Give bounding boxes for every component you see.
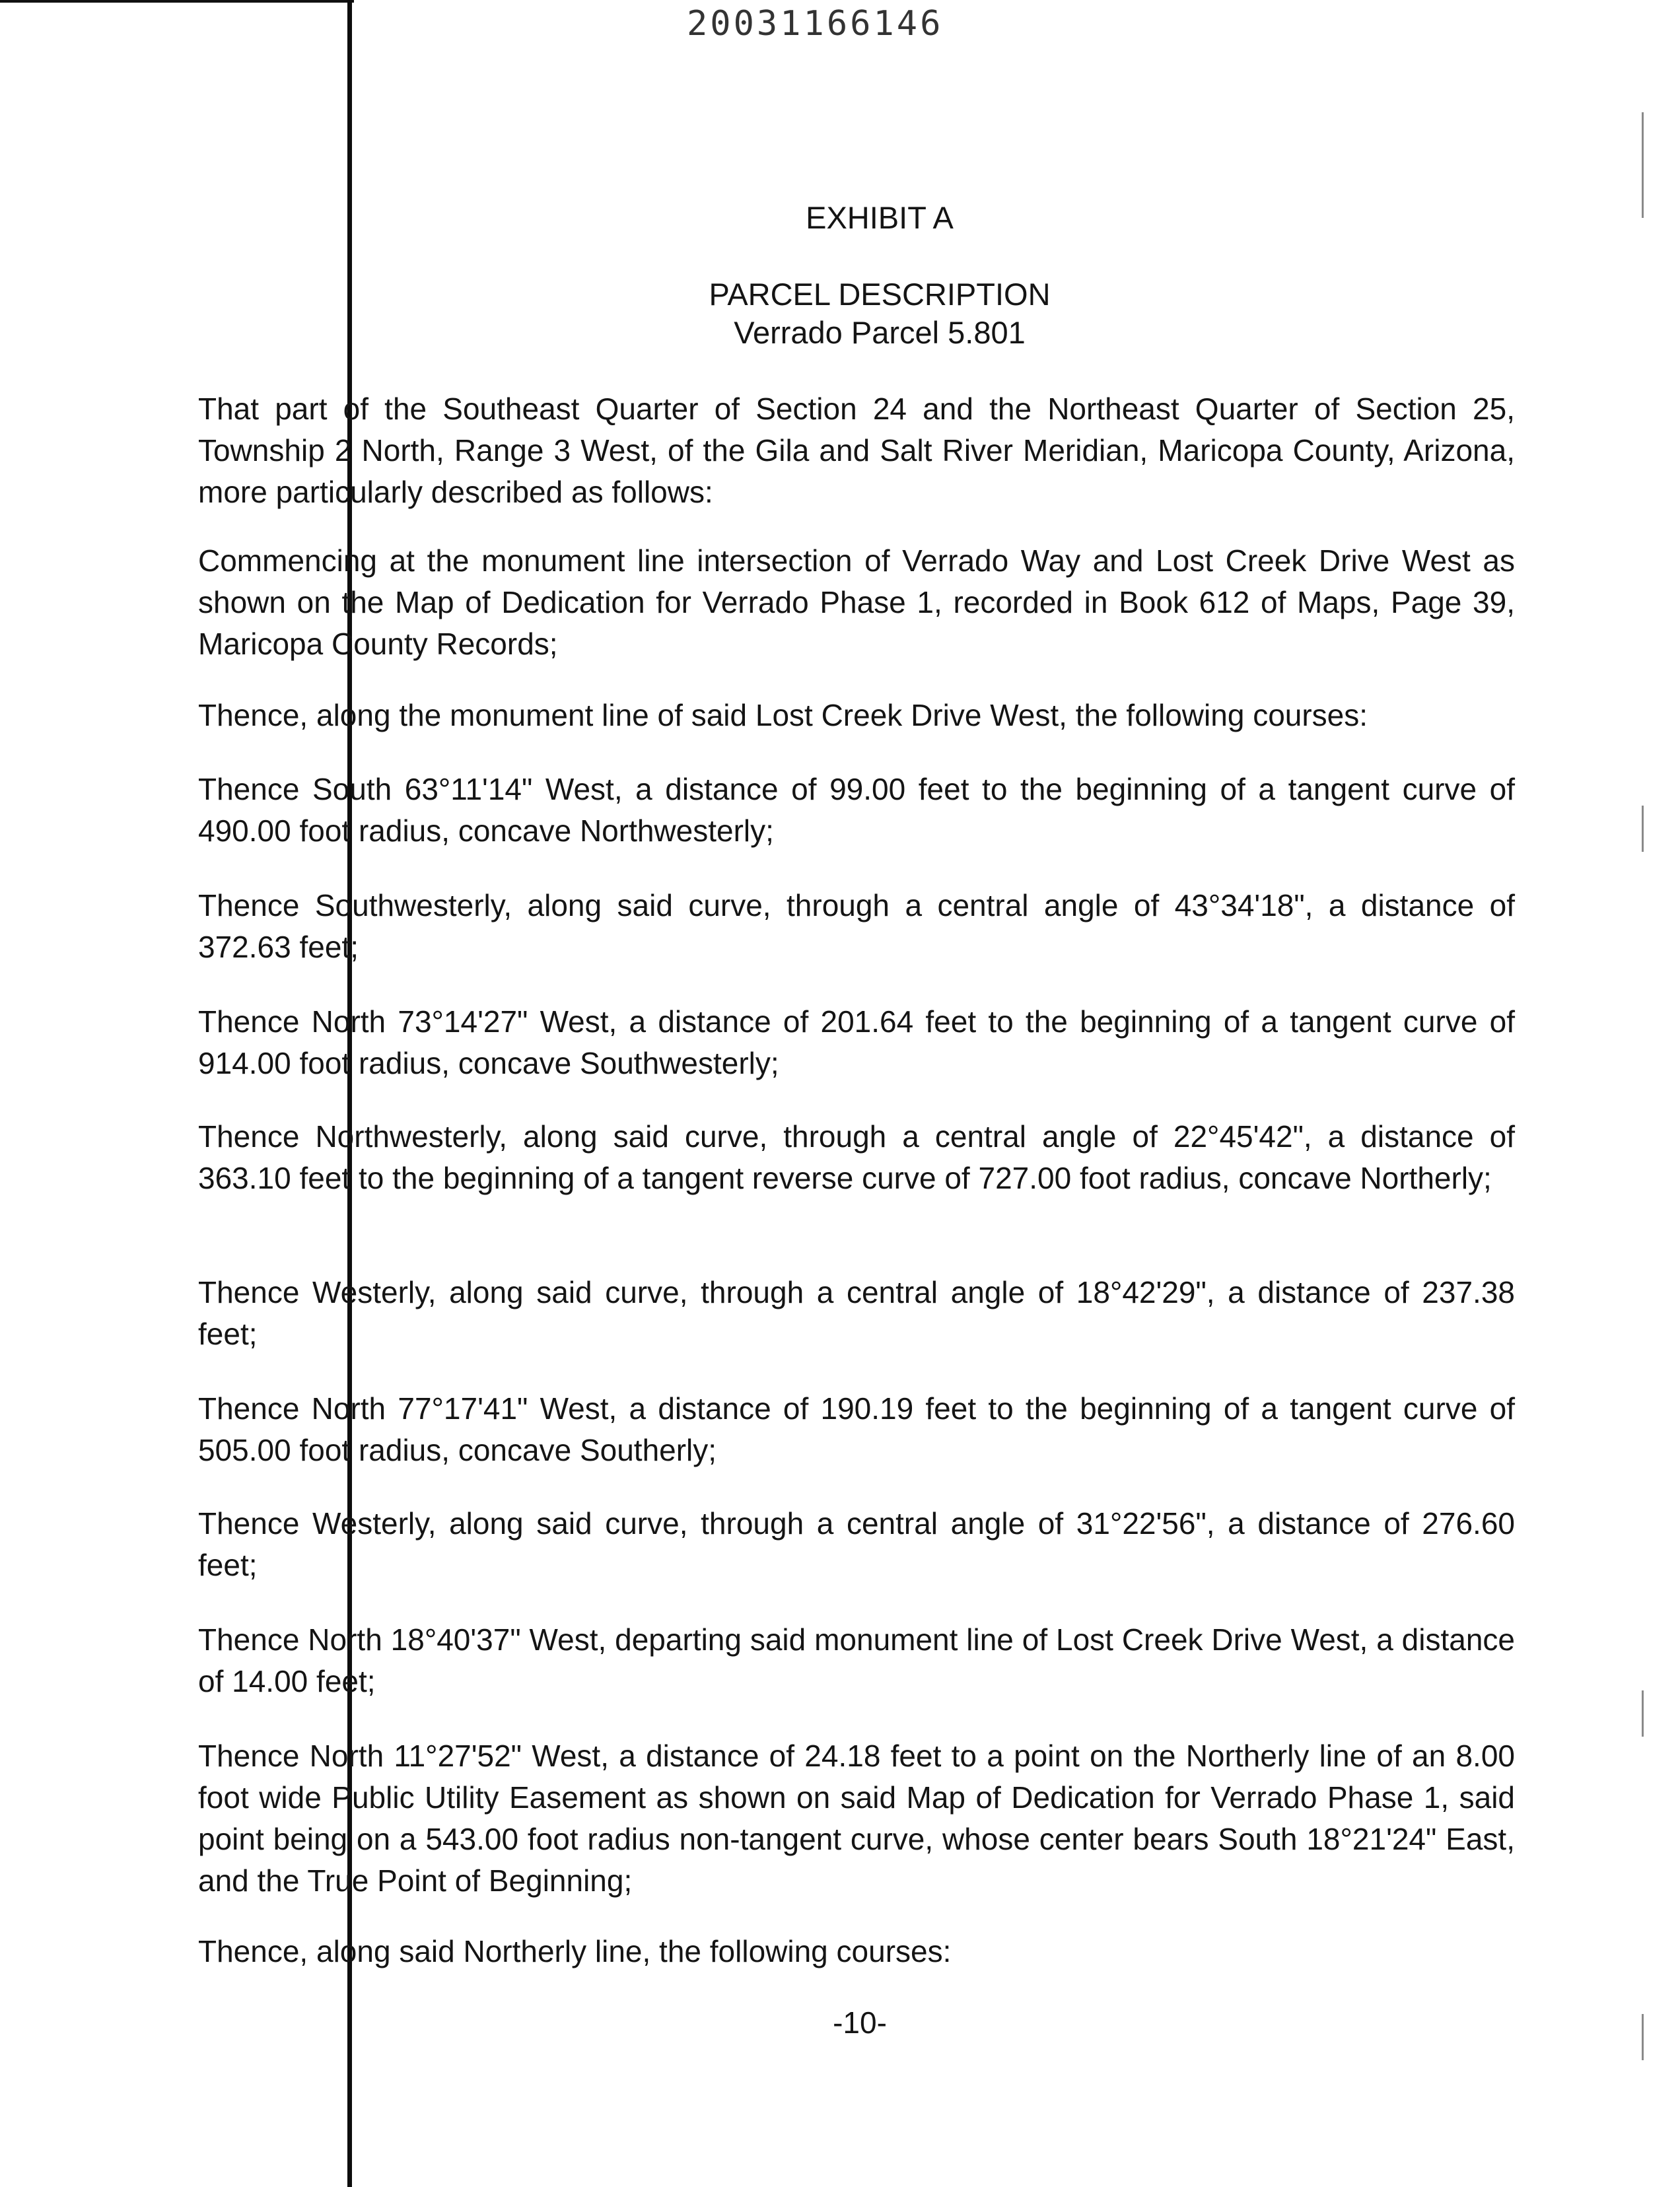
paragraph-course: Thence North 73°14'27" West, a distance of 201.64 feet to the beginning of a tangent curve of 914.00 foot radius, concave Southwesterly; (198, 1004, 1515, 1080)
scan-edge-mark (1642, 806, 1644, 852)
document-subtitle: Verrado Parcel 5.801 (734, 315, 1026, 350)
document-title: PARCEL DESCRIPTION (709, 277, 1051, 312)
paragraph-course: Thence Southwesterly, along said curve, through a central angle of 43°34'18", a distance of 372.63 feet; (198, 888, 1515, 964)
paragraph-course: Thence Westerly, along said curve, through a central angle of 31°22'56", a distance of 276.60 feet; (198, 1506, 1515, 1582)
scan-top-rule (0, 0, 354, 3)
recording-number: 20031166146 (687, 4, 944, 44)
exhibit-label: EXHIBIT A (806, 200, 954, 235)
paragraph-true-point-of-beginning: Thence North 11°27'52" West, a distance of 24.18 feet to a point on the Northerly line of an 8.00 foot wide Public Utility Easement as shown on said Map of Dedication for Verrado Phase 1, said point being on a 543.00 foot radius non-tangent curve, whose center bears South 18°21'24" East, and the True Point of Beginning; (198, 1739, 1515, 1898)
paragraph-course: Thence North 18°40'37" West, departing said monument line of Lost Creek Drive West, a distance of 14.00 feet; (198, 1622, 1515, 1698)
scan-edge-mark (1642, 1690, 1644, 1737)
paragraph-course: Thence North 77°17'41" West, a distance of 190.19 feet to the beginning of a tangent curve of 505.00 foot radius, concave Southerly; (198, 1391, 1515, 1467)
page-number: -10- (833, 2005, 887, 2040)
paragraph-course: Thence, along said Northerly line, the following courses: (198, 1934, 952, 1968)
paragraph-course: Thence Northwesterly, along said curve, through a central angle of 22°45'42", a distance of 363.10 feet to the beginning of a tangent reverse curve of 727.00 foot radius, concave Northerly; (198, 1119, 1515, 1195)
paragraph-course: Thence, along the monument line of said Lost Creek Drive West, the following courses: (198, 698, 1368, 732)
paragraph-course: Thence Westerly, along said curve, through a central angle of 18°42'29", a distance of 237.38 feet; (198, 1275, 1515, 1351)
paragraph-commencing: Commencing at the monument line intersection of Verrado Way and Lost Creek Drive West as shown on the Map of Dedication for Verrado Phase 1, recorded in Book 612 of Maps, Page 39, Maricopa County Records; (198, 543, 1515, 661)
paragraph-course: Thence South 63°11'14" West, a distance of 99.00 feet to the beginning of a tangent curve of 490.00 foot radius, concave Northwesterly; (198, 772, 1515, 848)
paragraph-intro: That part of the Southeast Quarter of Section 24 and the Northeast Quarter of Section 25, Township 2 North, Range 3 West, of the Gila and Salt River Meridian, Maricopa County, Arizona, more particularly described as follows: (198, 392, 1515, 509)
